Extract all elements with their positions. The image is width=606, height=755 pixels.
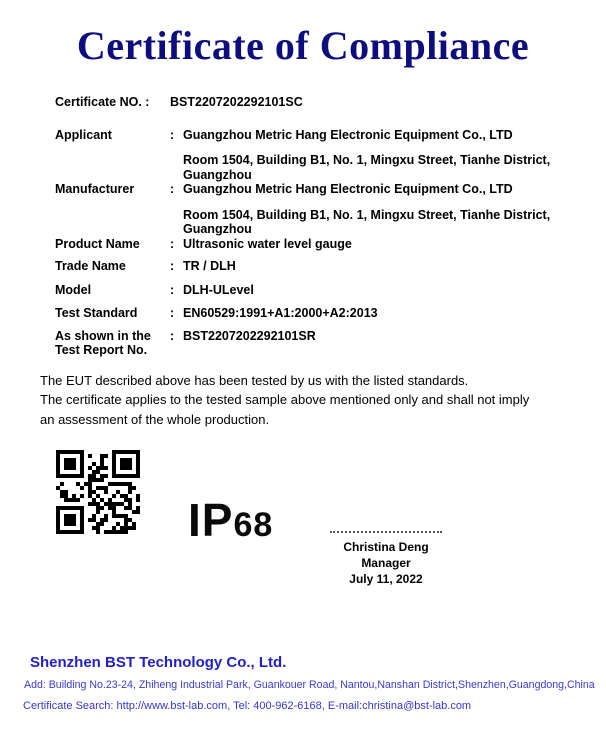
manufacturer-address-line1: Room 1504, Building B1, No. 1, Mingxu Street, Tianhe District, bbox=[183, 207, 551, 222]
applicant-address-line2: Guangzhou bbox=[183, 167, 252, 182]
ip-rating bbox=[188, 496, 273, 556]
model-row bbox=[55, 283, 572, 298]
test-standard-value: EN60529:1991+A1:2000+A2:2013 bbox=[183, 306, 378, 320]
applicant-value: Guangzhou Metric Hang Electronic Equipment Co., LTD bbox=[183, 127, 513, 142]
colon-separator: : bbox=[170, 236, 175, 251]
statement-line3: an assessment of the whole production. bbox=[40, 411, 270, 427]
certificate-no-row bbox=[55, 95, 572, 110]
manufacturer-address-row bbox=[55, 208, 572, 237]
issuer-contact-line: Certificate Search: http://www.bst-lab.com, Tel: 400-962-6168, E-mail:christina@bst-lab.com bbox=[23, 700, 472, 712]
product-name-row bbox=[55, 237, 572, 252]
manufacturer-label: Manufacturer bbox=[55, 182, 135, 196]
colon-separator: : bbox=[170, 328, 175, 343]
statement-line1: The EUT described above has been tested by us with the listed standards. bbox=[40, 373, 469, 388]
trade-name-row bbox=[55, 259, 572, 274]
colon-separator: : bbox=[170, 127, 175, 142]
issuer-company-name: Shenzhen BST Technology Co., Ltd. bbox=[30, 654, 287, 671]
applicant-address bbox=[183, 153, 572, 182]
certificate-fields bbox=[55, 88, 572, 358]
certificate-title: Certificate of Compliance bbox=[76, 23, 530, 68]
signature-block bbox=[330, 531, 442, 587]
qr-code bbox=[56, 450, 140, 534]
signer-title: Manager bbox=[361, 556, 411, 570]
product-name-label: Product Name bbox=[55, 236, 140, 251]
test-standard-row bbox=[55, 306, 572, 321]
test-report-label: As shown in the Test Report No. bbox=[55, 328, 151, 357]
colon-separator: : bbox=[170, 282, 175, 297]
statement-line2: The certificate applies to the tested sample above mentioned only and shall not imply bbox=[40, 392, 530, 408]
colon-separator: : bbox=[170, 306, 175, 320]
product-name-value: Ultrasonic water level gauge bbox=[183, 236, 352, 251]
signature-line bbox=[330, 531, 442, 533]
signature-date: July 11, 2022 bbox=[349, 572, 423, 586]
test-report-row bbox=[55, 329, 572, 358]
ip-rating-prefix: IP bbox=[188, 494, 234, 546]
applicant-address-row bbox=[55, 153, 572, 182]
certificate-no-value: BST2207202292101SC bbox=[170, 95, 303, 109]
issuer-address: Add: Building No.23-24, Zhiheng Industrial Park, Guankouer Road, Nantou,Nanshan District,Shenzhen,Guangdong,China bbox=[24, 679, 595, 691]
colon-separator: : bbox=[170, 259, 175, 273]
compliance-statement bbox=[40, 371, 578, 429]
trade-name-value: TR / DLH bbox=[183, 259, 236, 273]
test-standard-label: Test Standard bbox=[55, 306, 138, 320]
applicant-address-line1: Room 1504, Building B1, No. 1, Mingxu Street, Tianhe District, bbox=[183, 153, 551, 167]
test-report-value: BST2207202292101SR bbox=[183, 328, 316, 343]
trade-name-label: Trade Name bbox=[55, 259, 126, 273]
manufacturer-value: Guangzhou Metric Hang Electronic Equipment Co., LTD bbox=[183, 182, 513, 196]
ip-rating-digits: 68 bbox=[233, 506, 274, 544]
model-label: Model bbox=[55, 282, 92, 297]
manufacturer-row bbox=[55, 182, 572, 197]
applicant-row bbox=[55, 128, 572, 143]
applicant-label: Applicant bbox=[55, 127, 112, 142]
certificate-no-label: Certificate NO. : bbox=[55, 95, 150, 109]
model-value: DLH-ULevel bbox=[183, 282, 254, 297]
signer-name: Christina Deng bbox=[343, 540, 429, 554]
manufacturer-address-line2: Guangzhou bbox=[183, 222, 252, 236]
colon-separator: : bbox=[170, 182, 175, 196]
manufacturer-address bbox=[183, 208, 572, 237]
